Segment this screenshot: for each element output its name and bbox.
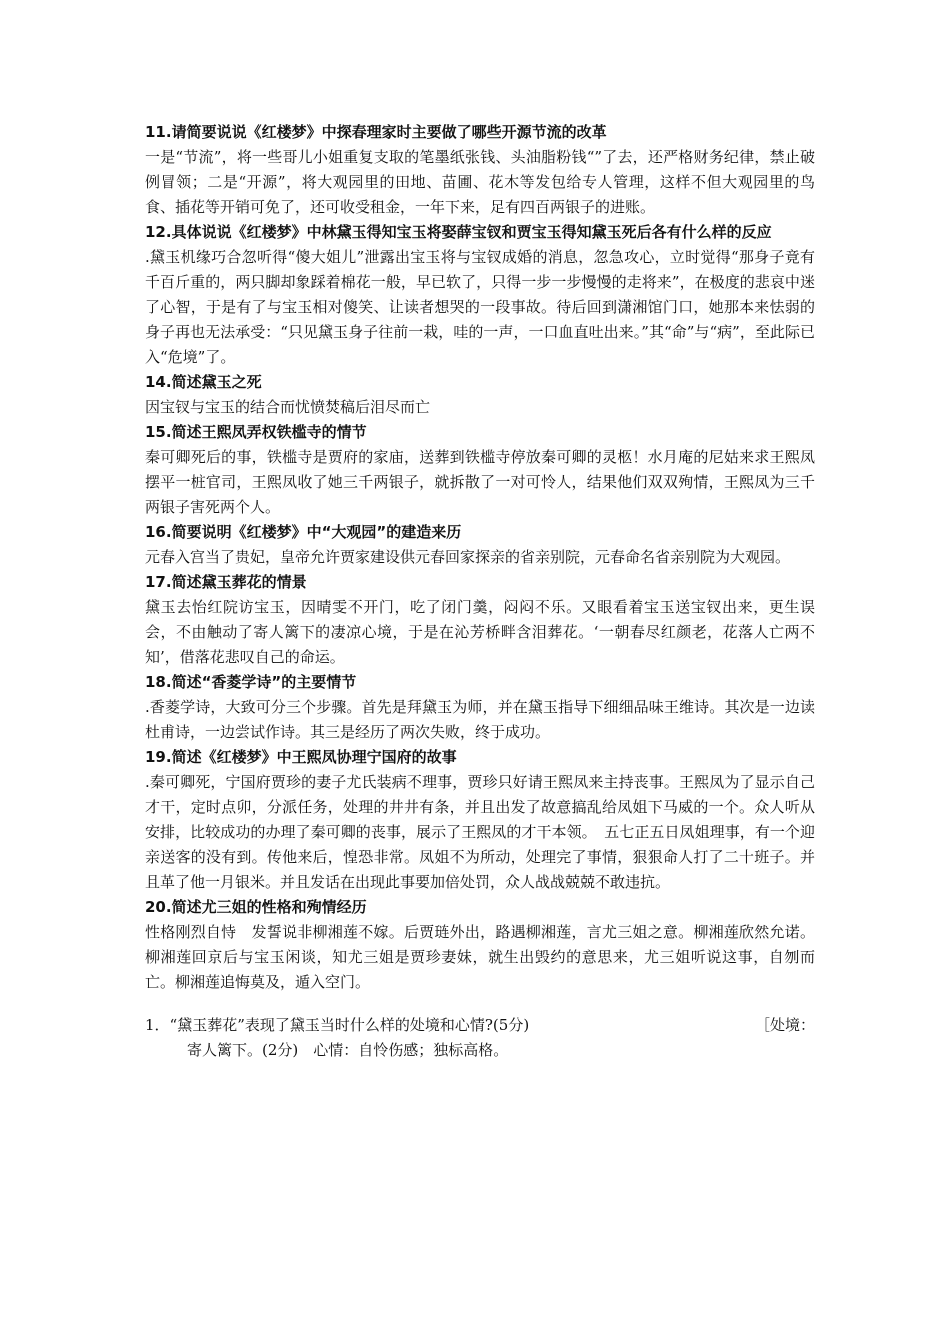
- qa-item-17: [145, 570, 815, 670]
- extra-question-text: 1．“黛玉葬花”表现了黛玉当时什么样的处境和心情?(5分): [145, 1016, 530, 1034]
- answer-text: 一是“节流”，将一些哥儿小姐重复支取的笔墨纸张钱、头油脂粉钱“”了去，还严格财务纪律，禁止破例冒领；二是“开源”，将大观园里的田地、苗圃、花木等发包给专人管理，这样不但大观园里的鸟食、插花等开销可免了，还可收受租金，一年下来，足有四百两银子的进账。: [145, 148, 815, 216]
- extra-answer-start: ［处境：: [754, 1016, 815, 1034]
- answer-text: .秦可卿死，宁国府贾珍的妻子尤氏装病不理事，贾珍只好请王熙凤来主持丧事。王熙凤为了显示自己才干，定时点卯，分派任务，处理的井井有条，并且出发了故意搞乱给凤姐下马威的一个。众人听从安排，比较成功的办理了秦可卿的丧事，展示了王熙凤的才干本领。 五七正五日凤姐理事，有一个迎亲送客的没有到。传他来后，惶恐非常。凤姐不为所动，处理完了事情，狠狠命人打了二十班子。并且革了他一月银米。并且发话在出现此事要加倍处罚，众人战战兢兢不敢违抗。: [145, 773, 815, 891]
- extra-question: [145, 1013, 815, 1063]
- question-heading: 20.简述尤三姐的性格和殉情经历: [145, 898, 367, 916]
- answer-text: 黛玉去怡红院访宝玉，因晴雯不开门，吃了闭门羹，闷闷不乐。又眼看着宝玉送宝钗出来，更生误会，不由触动了寄人篱下的凄凉心境，于是在沁芳桥畔含泪葬花。‘一朝春尽红颜老，花落人亡两不知’，借落花悲叹自己的命运。: [145, 598, 815, 666]
- extra-answer-text: 寄人篱下。(2分) 心情：自怜伤感；独标高格。: [187, 1041, 509, 1059]
- qa-item-15: [145, 420, 815, 520]
- question-heading: 15.简述王熙凤弄权铁槛寺的情节: [145, 423, 367, 441]
- question-heading: 11.请简要说说《红楼梦》中探春理家时主要做了哪些开源节流的改革: [145, 123, 607, 141]
- question-heading: 18.简述“香菱学诗”的主要情节: [145, 673, 357, 691]
- answer-text: 元春入宫当了贵妃，皇帝允许贾家建设供元春回家探亲的省亲别院，元春命名省亲别院为大观园。: [145, 548, 791, 566]
- answer-text: 性格刚烈自恃 发誓说非柳湘莲不嫁。后贾琏外出，路遇柳湘莲，言尤三姐之意。柳湘莲欣然允诺。柳湘莲回京后与宝玉闲谈，知尤三姐是贾珍妻妹，就生出毁约的意思来，尤三姐听说这事，自刎而亡。柳湘莲追悔莫及，遁入空门。: [145, 923, 815, 991]
- document-page: [145, 120, 815, 1063]
- extra-question-line: [145, 1013, 815, 1038]
- answer-text: .香菱学诗，大致可分三个步骤。首先是拜黛玉为师，并在黛玉指导下细细品味王维诗。其次是一边读杜甫诗，一边尝试作诗。其三是经历了两次失败，终于成功。: [145, 698, 815, 741]
- qa-item-12: [145, 220, 815, 370]
- answer-text: 因宝钗与宝玉的结合而忧愤焚稿后泪尽而亡: [145, 398, 431, 416]
- question-heading: 19.简述《红楼梦》中王熙凤协理宁国府的故事: [145, 748, 457, 766]
- qa-item-18: [145, 670, 815, 745]
- qa-item-20: [145, 895, 815, 995]
- answer-text: .黛玉机缘巧合忽听得“傻大姐儿”泄露出宝玉将与宝钗成婚的消息，忽急攻心，立时觉得“那身子竟有千百斤重的，两只脚却象踩着棉花一般，早已软了，只得一步一步慢慢的走将来”，在极度的悲哀中迷了心智，于是有了与宝玉相对傻笑、让读者想哭的一段事故。待后回到潇湘馆门口，她那本来怯弱的身子再也无法承受：“只见黛玉身子往前一栽，哇的一声，一口血直吐出来。”其“命”与“病”，至此际已入“危境”了。: [145, 248, 815, 366]
- question-heading: 14.简述黛玉之死: [145, 373, 262, 391]
- question-heading: 17.简述黛玉葬花的情景: [145, 573, 307, 591]
- qa-item-16: [145, 520, 815, 570]
- answer-text: 秦可卿死后的事，铁槛寺是贾府的家庙，送葬到铁槛寺停放秦可卿的灵柩！水月庵的尼姑来求王熙凤摆平一桩官司，王熙凤收了她三千两银子，就拆散了一对可怜人，结果他们双双殉情，王熙凤为三千两银子害死两个人。: [145, 448, 815, 516]
- qa-item-11: [145, 120, 815, 220]
- qa-item-14: [145, 370, 815, 420]
- question-heading: 16.简要说明《红楼梦》中“大观园”的建造来历: [145, 523, 462, 541]
- qa-item-19: [145, 745, 815, 895]
- question-heading: 12.具体说说《红楼梦》中林黛玉得知宝玉将娶薛宝钗和贾宝玉得知黛玉死后各有什么样的反应: [145, 223, 772, 241]
